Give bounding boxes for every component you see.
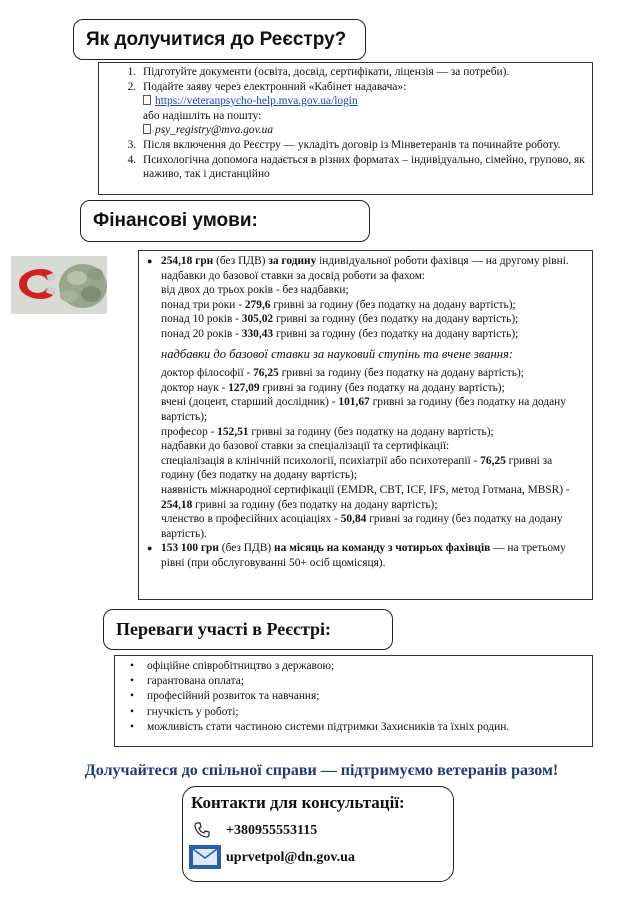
contact-phone[interactable]: +380955553115: [226, 823, 318, 838]
benefit-item: • можливість стати частиною системи підтримки Захисників та їхніх родин.: [147, 720, 584, 735]
spec-heading: надбавки до базової ставки за спеціалізації та сертифікації:: [161, 440, 450, 453]
contacts-box: [182, 786, 454, 882]
sci-line: доктор філософії - 76,25 гривні за годину (без податку на додану вартість);: [161, 367, 524, 380]
link-bullet-icon: [143, 95, 151, 105]
phone-icon: [193, 821, 211, 839]
team-rate: 153 100 грн: [161, 542, 219, 555]
mail-bullet-icon: [143, 124, 151, 134]
exp-line: понад 20 років - 330,43 гривні за годину (без податку на додану вартість);: [161, 327, 519, 340]
individual-rate: 254,18 грн: [161, 255, 214, 267]
benefit-item: • гнучкість у роботі;: [147, 705, 584, 720]
join-step-2-text: Подайте заяву через електронний «Кабінет надавача»:: [143, 80, 407, 93]
slogan: Долучайтеся до спільної справи — підтримуємо ветеранів разом!: [84, 762, 559, 779]
finance-box: [138, 250, 593, 600]
money-stack-icon: [59, 264, 107, 308]
benefit-item: • офіційне співробітництво з державою;: [147, 659, 584, 674]
finance-heading-text: Фінансові умови:: [93, 210, 258, 231]
join-step-4: 4. Психологічна допомога надається в різних форматах – індивідуально, сімейно, групово, як наживо, так і дистанційно: [139, 153, 586, 182]
individual-vat: (без ПДВ): [213, 255, 269, 267]
individual-per-hour: за годину: [268, 255, 317, 267]
spec-line: наявність міжнародної сертифікації (EMDR, CBT, ICF, IFS, метод Готмана, MBSR) - 254,18 гривні за годину (без податку на додану вартість);: [161, 483, 570, 511]
benefits-box: [114, 655, 593, 747]
join-heading: [73, 19, 366, 60]
registry-login-link[interactable]: https://veteranpsycho-help.mva.gov.ua/login: [155, 95, 358, 108]
benefits-heading: [103, 609, 393, 650]
team-rest: — на третьому рівні (при обслуговуванні 50+ осіб щомісяця).: [161, 542, 566, 569]
finance-heading: [80, 200, 370, 242]
exp-line: від двох до трьох років - без надбавки;: [161, 284, 349, 297]
contacts-title: Контакти для консультації:: [191, 793, 405, 812]
individual-rest: індивідуальної роботи фахівця — на другому рівні.: [316, 255, 569, 267]
join-step-3: 3. Після включення до Реєстру — укладіть договір із Мінветеранів та починайте роботу.: [139, 138, 586, 153]
benefit-item: • професійний розвиток та навчання;: [147, 689, 584, 704]
mail-icon: [189, 843, 221, 869]
spec-line: членство в професійних асоціаціях - 50,84 гривні за годину (без податку на додану вартість).: [161, 513, 563, 540]
finance-item-team: [161, 541, 584, 570]
exp-line: понад 10 років - 305,02 гривні за годину (без податку на додану вартість);: [161, 313, 519, 326]
benefits-heading-text: Переваги участі в Реєстрі:: [116, 619, 332, 639]
finance-item-individual: [161, 254, 584, 541]
exp-heading: надбавки до базової ставки за досвід роботи за фахом:: [161, 269, 426, 282]
team-vat: (без ПДВ): [218, 542, 275, 555]
contact-email[interactable]: uprvetpol@dn.gov.ua: [226, 850, 355, 865]
join-step-1: 1. Підготуйте документи (освіта, досвід, сертифікати, ліцензія — за потреби).: [139, 65, 586, 80]
magnet-money-image: [11, 256, 107, 314]
sci-heading: надбавки до базової ставки за науковий ступінь та вчене звання:: [161, 346, 514, 361]
or-mail-text: або надішліть на пошту:: [143, 109, 262, 122]
sci-line: доктор наук - 127,09 гривні за годину (без податку на додану вартість);: [161, 381, 505, 394]
join-step-2: [139, 80, 586, 138]
sci-line: професор - 152,51 гривні за годину (без податку на додану вартість);: [161, 425, 494, 438]
team-per-month: на місяць на команду з чотирьох фахівців: [274, 542, 491, 555]
join-steps-box: [98, 62, 593, 195]
join-heading-text: Як долучитися до Реєстру?: [86, 28, 347, 50]
exp-line: понад три роки - 279,6 гривні за годину (без податку на додану вартість);: [161, 298, 516, 311]
benefit-item: • гарантована оплата;: [147, 674, 584, 689]
registry-email[interactable]: psy_registry@mva.gov.ua: [155, 124, 274, 137]
spec-line: спеціалізація в клінічній психології, психіатрії або психотерапії - 76,25 гривні за годину (без податку на додану вартість);: [161, 454, 553, 482]
sci-line: вчені (доцент, старший дослідник) - 101,67 гривні за годину (без податку на додану вартість);: [161, 396, 566, 423]
